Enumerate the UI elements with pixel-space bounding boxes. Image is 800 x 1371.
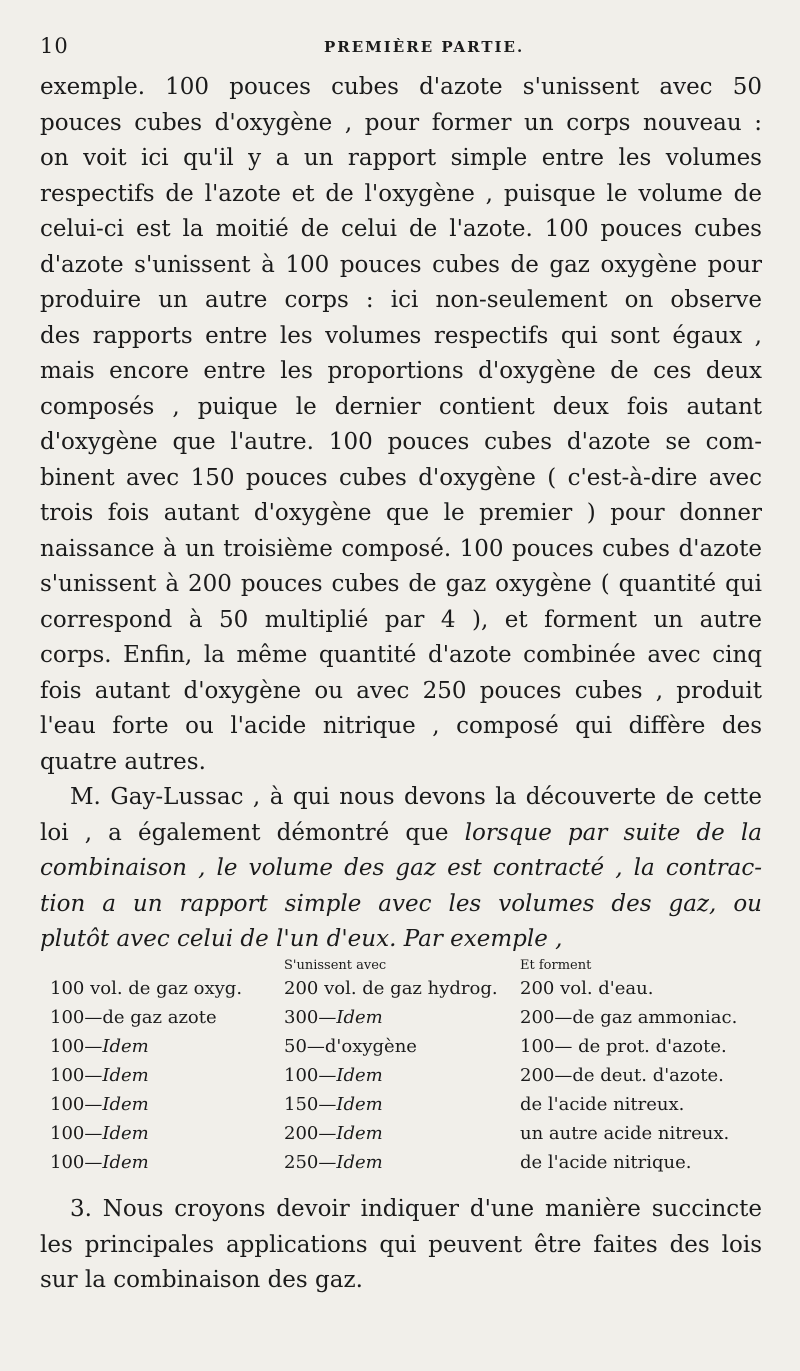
text-line: d'oxygène que l'autre. 100 pouces cubes d'azote se com- — [40, 429, 762, 455]
cell-italic-text: Idem — [336, 1123, 383, 1144]
cell-text: 200 vol. d'eau. — [520, 978, 654, 999]
text-line: des rapports entre les volumes respectifs qui sont égaux , — [40, 322, 762, 349]
table-cell — [284, 1007, 383, 1028]
text-line: correspond à 50 multiplié par 4 ), et forment un autre — [40, 606, 762, 633]
cell-text: 100— — [284, 1065, 337, 1086]
table-cell — [284, 1152, 383, 1173]
table-cell — [284, 1123, 383, 1144]
text-line: quatre autres. — [40, 748, 206, 775]
table-row — [50, 1094, 760, 1123]
text-line: on voit ici qu'il y a un rapport simple entre les volumes — [40, 145, 762, 171]
cell-italic-text: Idem — [102, 1065, 149, 1086]
cell-text: de l'acide nitrique. — [520, 1152, 692, 1173]
table-cell — [50, 1036, 149, 1057]
page-header — [40, 34, 760, 58]
text-line: exemple. 100 pouces cubes d'azote s'unissent avec 50 — [40, 74, 762, 100]
cell-text: 200—de deut. d'azote. — [520, 1065, 724, 1086]
text-line: composés , puique le dernier contient deux fois autant — [40, 393, 762, 420]
cell-text: 200— — [284, 1123, 337, 1144]
table-cell — [50, 1065, 149, 1086]
text-span: loi , a également démontré que — [40, 819, 465, 846]
text-line: les principales applications qui peuvent être faites des lois — [40, 1231, 762, 1258]
table-header — [50, 958, 760, 978]
table-row — [50, 1123, 760, 1152]
cell-italic-text: Idem — [102, 1036, 149, 1057]
paragraph-2 — [40, 780, 762, 958]
text-line: binent avec 150 pouces cubes d'oxygène ( c'est-à-dire avec — [40, 464, 762, 491]
cell-italic-text: Idem — [336, 1152, 383, 1173]
cell-text: 250— — [284, 1152, 337, 1173]
cell-italic-text: Idem — [102, 1152, 149, 1173]
table-cell — [284, 1094, 383, 1115]
table-cell — [520, 1123, 729, 1144]
paragraph-3 — [40, 1192, 762, 1299]
text-line: respectifs de l'azote et de l'oxygène , puisque le volume de — [40, 180, 762, 207]
italic-span: lorsque par suite de la — [464, 819, 762, 846]
table-cell — [284, 1065, 383, 1086]
column-header: S'unissent avec — [284, 958, 387, 973]
cell-text: de l'acide nitreux. — [520, 1094, 685, 1115]
combination-table — [50, 958, 760, 1181]
text-line: fois autant d'oxygène ou avec 250 pouces cubes , produit — [40, 677, 762, 704]
text-line: 3. Nous croyons devoir indiquer d'une manière succincte — [70, 1196, 762, 1222]
cell-text: 200 vol. de gaz hydrog. — [284, 978, 498, 999]
table-cell — [520, 1152, 692, 1173]
cell-text: 100— de prot. d'azote. — [520, 1036, 727, 1057]
page-number: 10 — [40, 34, 69, 58]
table-cell — [50, 978, 242, 999]
text-line: corps. Enfin, la même quantité d'azote combinée avec cinq — [40, 642, 762, 668]
table-cell — [50, 1094, 149, 1115]
table-cell — [50, 1007, 217, 1028]
table-row — [50, 1152, 760, 1181]
cell-text: 200—de gaz ammoniac. — [520, 1007, 738, 1028]
table-cell — [284, 978, 498, 999]
text-line: plutôt avec celui de l'un d'eux. Par exemple , — [40, 926, 563, 952]
cell-text: 100— — [50, 1123, 103, 1144]
cell-text: 50—d'oxygène — [284, 1036, 417, 1057]
text-line: s'unissent à 200 pouces cubes de gaz oxygène ( quantité qui — [40, 571, 762, 597]
table-row — [50, 1036, 760, 1065]
cell-text: 100—de gaz azote — [50, 1007, 217, 1028]
cell-text: 100— — [50, 1094, 103, 1115]
text-line: naissance à un troisième composé. 100 pouces cubes d'azote — [40, 535, 762, 562]
cell-italic-text: Idem — [336, 1007, 383, 1028]
cell-text: 100— — [50, 1036, 103, 1057]
text-line: M. Gay-Lussac , à qui nous devons la découverte de cette — [70, 784, 762, 810]
text-line: produire un autre corps : ici non-seulement on observe — [40, 287, 762, 313]
table-cell — [520, 1094, 684, 1115]
cell-italic-text: Idem — [336, 1094, 383, 1115]
table-cell — [520, 1065, 724, 1086]
running-title: PREMIÈRE PARTIE. — [324, 38, 525, 56]
table-row — [50, 978, 760, 1007]
cell-italic-text: Idem — [336, 1065, 383, 1086]
table-cell — [520, 978, 653, 999]
text-line: tion a un rapport simple avec les volumes des gaz, ou — [40, 890, 762, 917]
cell-italic-text: Idem — [102, 1094, 149, 1115]
text-line: l'eau forte ou l'acide nitrique , composé qui diffère des — [40, 713, 762, 739]
cell-text: 150— — [284, 1094, 337, 1115]
cell-text: 300— — [284, 1007, 337, 1028]
paragraph-1 — [40, 70, 762, 780]
column-header: Et forment — [520, 958, 592, 973]
text-line: combinaison , le volume des gaz est contracté , la contrac- — [40, 855, 762, 881]
table-row — [50, 1007, 760, 1036]
cell-text: 100— — [50, 1152, 103, 1173]
cell-italic-text: Idem — [102, 1123, 149, 1144]
text-line: d'azote s'unissent à 100 pouces cubes de gaz oxygène pour — [40, 251, 762, 278]
text-line: sur la combinaison des gaz. — [40, 1267, 363, 1293]
cell-text: un autre acide nitreux. — [520, 1123, 730, 1144]
text-line: pouces cubes d'oxygène , pour former un corps nouveau : — [40, 109, 762, 136]
text-line: mais encore entre les proportions d'oxygène de ces deux — [40, 358, 762, 384]
table-cell — [284, 1036, 417, 1057]
table-row — [50, 1065, 760, 1094]
text-line: celui-ci est la moitié de celui de l'azote. 100 pouces cubes — [40, 216, 762, 242]
text-line: trois fois autant d'oxygène que le premier ) pour donner — [40, 500, 762, 526]
table-cell — [50, 1123, 149, 1144]
table-cell — [50, 1152, 149, 1173]
text-line — [40, 816, 762, 852]
table-body — [50, 978, 760, 1181]
cell-text: 100 vol. de gaz oxyg. — [50, 978, 243, 999]
table-cell — [520, 1007, 737, 1028]
table-cell — [520, 1036, 727, 1057]
main-text — [40, 70, 762, 958]
cell-text: 100— — [50, 1065, 103, 1086]
